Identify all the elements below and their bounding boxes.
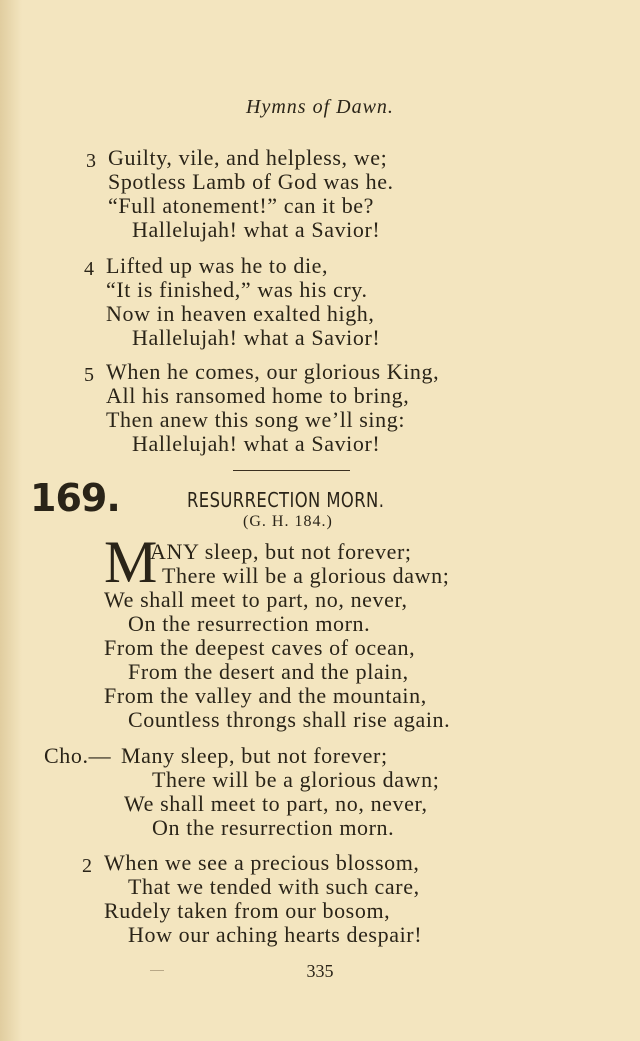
hymn-reference: (G. H. 184.) <box>243 513 333 530</box>
verse-line: On the resurrection morn. <box>128 611 371 636</box>
stanza-number: 5 <box>84 364 94 386</box>
chorus-label: Cho.— <box>44 743 112 768</box>
hymn-title: RESURRECTION MORN. <box>187 488 385 512</box>
stanza-number: 3 <box>86 150 96 172</box>
drop-cap: M <box>104 529 158 595</box>
verse-line: Countless throngs shall rise again. <box>128 707 451 732</box>
running-head: Hymns of Dawn. <box>246 96 394 118</box>
verse-line: Spotless Lamb of God was he. <box>108 169 394 194</box>
verse-line: Rudely taken from our bosom, <box>104 898 391 923</box>
verse-line: “Full atonement!” can it be? <box>108 193 375 218</box>
page-number: 335 <box>306 961 334 981</box>
verse-line: When he comes, our glorious King, <box>106 359 440 384</box>
stanza-number: 4 <box>84 258 94 280</box>
hymn-number: 169. <box>30 476 120 520</box>
page-edge-shading <box>0 0 22 1041</box>
verse-line: All his ransomed home to bring, <box>106 383 410 408</box>
verse-line: Then anew this song we’ll sing: <box>106 407 406 432</box>
verse-line: We shall meet to part, no, never, <box>104 587 408 612</box>
verse-line: From the deepest caves of ocean, <box>104 635 416 660</box>
verse-line: “It is finished,” was his cry. <box>106 277 368 302</box>
verse-line: Guilty, vile, and helpless, we; <box>108 145 388 170</box>
section-divider <box>233 470 350 471</box>
verse-line: From the desert and the plain, <box>128 659 409 684</box>
chorus-line: On the resurrection morn. <box>152 815 395 840</box>
verse-line: Hallelujah! what a Savior! <box>132 217 381 242</box>
verse-line: From the valley and the mountain, <box>104 683 427 708</box>
verse-line: Lifted up was he to die, <box>106 253 329 278</box>
verse-line: ANY sleep, but not forever; <box>150 539 412 564</box>
chorus-line: We shall meet to part, no, never, <box>124 791 428 816</box>
verse-line: Hallelujah! what a Savior! <box>132 431 381 456</box>
chorus-line: There will be a glorious dawn; <box>152 767 440 792</box>
verse-line: When we see a precious blossom, <box>104 850 420 875</box>
verse-line: How our aching hearts despair! <box>128 922 423 947</box>
verse-line: There will be a glorious dawn; <box>162 563 450 588</box>
verse-line: That we tended with such care, <box>128 874 420 899</box>
stanza-number: 2 <box>82 855 92 877</box>
verse-line: Now in heaven exalted high, <box>106 301 375 326</box>
chorus-line: Many sleep, but not forever; <box>121 743 388 768</box>
verse-line: Hallelujah! what a Savior! <box>132 325 381 350</box>
